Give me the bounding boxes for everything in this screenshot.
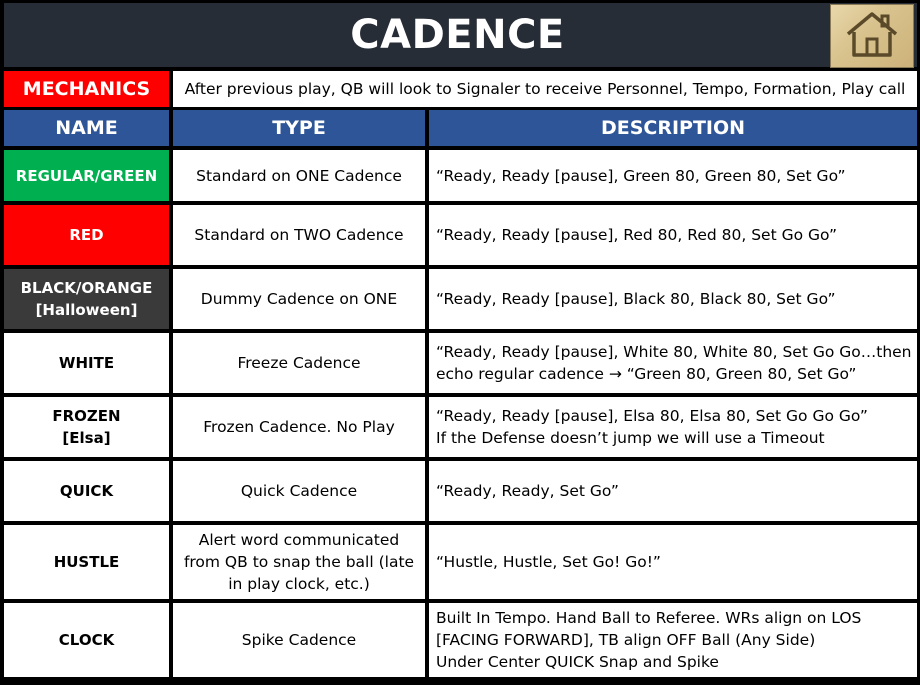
type-cell (173, 397, 425, 457)
mechanics-text: After previous play, QB will look to Signaler to receive Personnel, Tempo, Formation, Play call (173, 71, 917, 107)
type-cell-line: Frozen Cadence. No Play (203, 418, 395, 436)
type-cell-line: Quick Cadence (240, 482, 358, 500)
name-cell (4, 205, 169, 265)
table-row (4, 205, 917, 265)
type-cell-line: Freeze Cadence (237, 354, 361, 372)
description-cell (429, 150, 917, 201)
description-cell-line: “Ready, Ready [pause], Elsa 80, Elsa 80, Set Go Go Go” (436, 407, 868, 425)
description-cell-line: Under Center QUICK Snap and Spike (436, 653, 719, 671)
table-row (4, 603, 917, 677)
description-cell-line: “Ready, Ready [pause], Green 80, Green 80, Set Go” (436, 166, 846, 185)
name-cell (4, 461, 169, 521)
name-cell (4, 603, 169, 677)
page-title: CADENCE (350, 12, 565, 58)
mechanics-label: MECHANICS (4, 71, 169, 107)
name-cell-line: HUSTLE (53, 553, 120, 571)
description-cell-line: “Ready, Ready [pause], Red 80, Red 80, Set Go Go” (436, 226, 837, 244)
type-cell (173, 150, 425, 201)
type-cell-line: Standard on ONE Cadence (196, 166, 402, 185)
description-cell (429, 397, 917, 457)
type-cell-line: Standard on TWO Cadence (194, 226, 404, 244)
name-cell-line: CLOCK (58, 631, 115, 649)
name-cell-line: [Elsa] (62, 429, 111, 447)
table-row (4, 397, 917, 457)
type-cell (173, 333, 425, 393)
name-cell-line: [Halloween] (35, 301, 138, 319)
name-cell-line: WHITE (58, 354, 115, 372)
type-cell (173, 205, 425, 265)
table-row (4, 525, 917, 599)
description-cell (429, 333, 917, 393)
name-cell (4, 269, 169, 329)
type-cell (173, 603, 425, 677)
description-cell (429, 269, 917, 329)
name-cell (4, 525, 169, 599)
name-cell-line: BLACK/ORANGE (20, 279, 153, 297)
header-name: NAME (4, 110, 169, 146)
description-cell (429, 525, 917, 599)
name-cell (4, 333, 169, 393)
name-cell-line: REGULAR/GREEN (15, 166, 158, 185)
type-cell-line: in play clock, etc.) (228, 575, 370, 593)
table-row (4, 333, 917, 393)
table-row (4, 269, 917, 329)
name-cell-line: QUICK (59, 482, 114, 500)
name-cell (4, 150, 169, 201)
cadence-table (4, 150, 917, 681)
header-description: DESCRIPTION (429, 110, 917, 146)
type-cell-line: from QB to snap the ball (late (183, 553, 415, 571)
name-cell-line: FROZEN (52, 407, 121, 425)
description-cell-line: “Hustle, Hustle, Set Go! Go!” (436, 553, 661, 571)
description-cell (429, 461, 917, 521)
type-cell-line: Spike Cadence (241, 631, 357, 649)
description-cell-line: echo regular cadence → “Green 80, Green 80, Set Go” (436, 365, 857, 383)
table-row (4, 150, 917, 201)
type-cell-line: Alert word communicated (198, 531, 400, 549)
description-cell-line: “Ready, Ready [pause], Black 80, Black 80, Set Go” (436, 290, 836, 308)
type-cell (173, 525, 425, 599)
description-cell-line: If the Defense doesn’t jump we will use a Timeout (436, 429, 825, 447)
name-cell (4, 397, 169, 457)
description-cell (429, 205, 917, 265)
mechanics-row (4, 71, 917, 107)
type-cell-line: Dummy Cadence on ONE (200, 290, 398, 308)
table-header (4, 110, 917, 146)
home-icon (842, 8, 902, 64)
type-cell (173, 461, 425, 521)
description-cell-line: “Ready, Ready, Set Go” (436, 482, 619, 500)
description-cell-line: Built In Tempo. Hand Ball to Referee. WRs align on LOS (436, 609, 862, 627)
title-bar (4, 3, 917, 67)
description-cell-line: “Ready, Ready [pause], White 80, White 80, Set Go Go…then (436, 343, 912, 361)
type-cell (173, 269, 425, 329)
description-cell (429, 603, 917, 677)
home-button[interactable] (830, 4, 914, 68)
description-cell-line: [FACING FORWARD], TB align OFF Ball (Any Side) (436, 631, 816, 649)
name-cell-line: RED (69, 226, 104, 244)
header-type: TYPE (173, 110, 425, 146)
table-row (4, 461, 917, 521)
